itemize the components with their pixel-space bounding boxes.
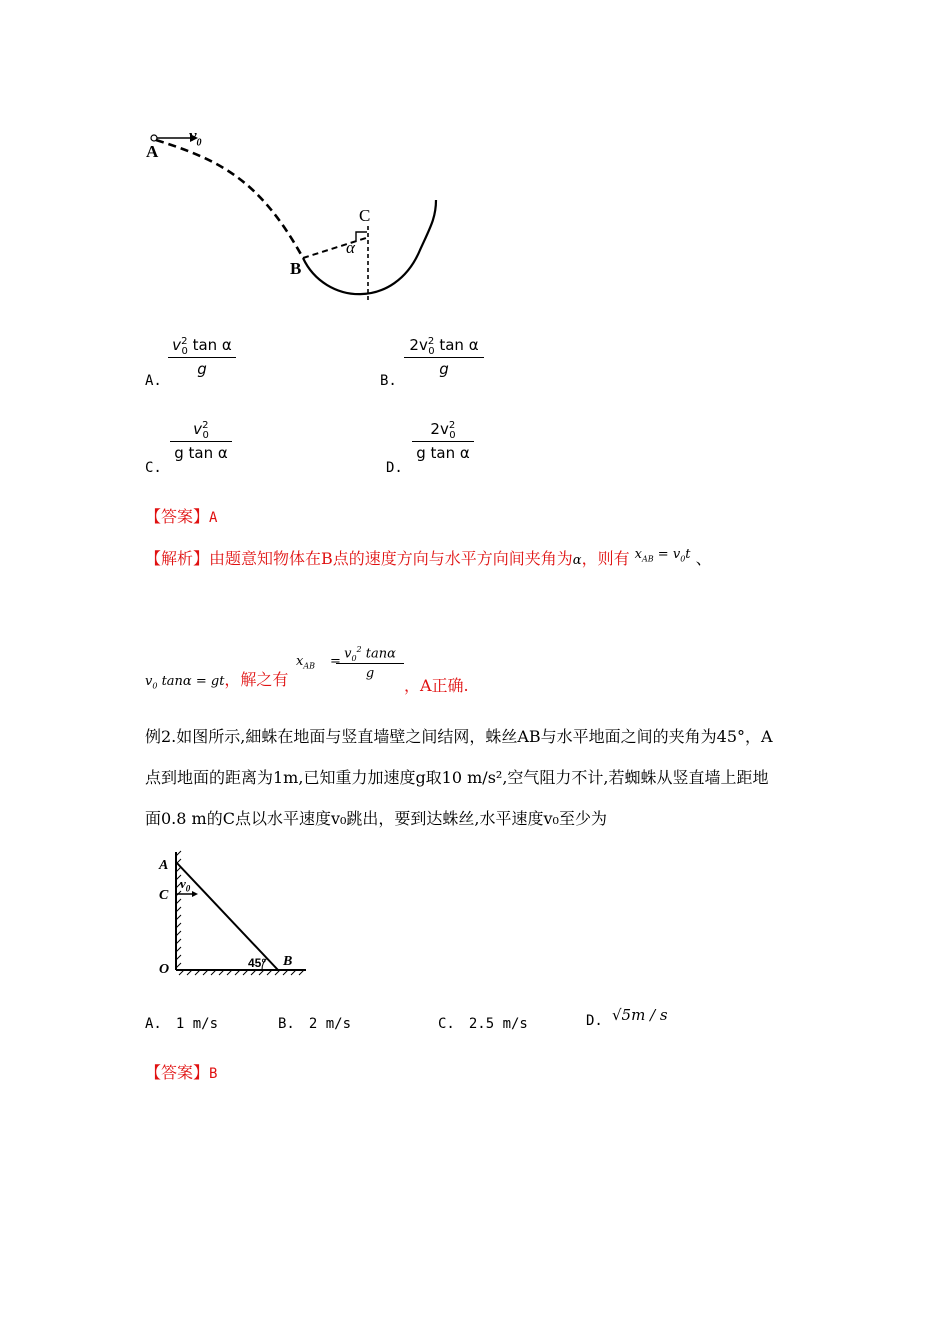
fig1-label-alpha: α — [346, 238, 355, 257]
example-2-line3: 面0.8 m的C点以水平速度v₀跳出，要到达蛛丝,水平速度v₀至少为 — [145, 809, 607, 828]
analysis-1-fraction: $\frac{v_0^2 \tan\alpha}{g}$ — [336, 645, 404, 681]
example-2-line1: 例2.如图所示,細蛛在地面与竖直墙壁之间结网，蛛丝AB与水平地面之间的夹角为45°，A — [145, 727, 773, 746]
fig2-label-c: C — [159, 888, 169, 903]
answer-2 — [145, 1063, 217, 1084]
analysis-1-xab: $x_{AB}$ — [296, 654, 315, 671]
fig2-label-angle: 45° — [248, 956, 267, 970]
projectile-bowl-figure — [140, 120, 450, 310]
fig2-label-a: A — [159, 858, 169, 873]
q1-option-a-fraction: $\frac{v^2_0 \tan \alpha}{g}$ — [168, 336, 236, 378]
analysis-1-end: ，A正确. — [404, 676, 469, 695]
fig1-label-b: B — [290, 259, 302, 278]
example-2-line2: 点到地面的距离为1m,已知重力加速度g取10 m/s²,空气阻力不计,若蜘蛛从竖直墙上距地 — [145, 768, 769, 787]
q1-option-d-fraction: $\frac{2v^2_0}{\text{g tan α}}$ — [412, 420, 474, 462]
answer-1 — [145, 507, 217, 528]
q1-option-b-fraction: $\frac{2v^2_0 \tan \alpha}{g}$ — [404, 336, 484, 378]
answer-2-label: 【答案】 — [145, 1063, 210, 1082]
equals-sign: = — [330, 654, 341, 669]
fig2-label-o: O — [159, 962, 170, 977]
fig1-label-a: A — [146, 142, 159, 161]
answer-2-value: B — [209, 1066, 218, 1082]
q2-option-a: A. 1 m/s — [145, 1016, 219, 1032]
fig2-label-b: B — [283, 954, 293, 969]
fig1-label-c: C — [359, 206, 371, 225]
q2-option-b: B. 2 m/s — [278, 1016, 352, 1032]
q1-option-b-letter: B. — [380, 373, 397, 389]
fig2-label-v0: $v_0$ — [180, 876, 191, 894]
q1-option-c-fraction: $\frac{v^2_0}{\text{g tan α}}$ — [170, 420, 232, 462]
q1-option-d-letter: D. — [386, 460, 403, 476]
q2-option-d-value: √5m / s — [612, 1006, 668, 1024]
answer-1-value: A — [209, 510, 218, 526]
analysis-1-line2: $v_0$ tanα = gt，解之有 — [145, 670, 289, 691]
q2-option-c: C. 2.5 m/s — [438, 1016, 528, 1032]
q1-option-a-letter: A. — [145, 373, 162, 389]
q1-option-c-letter: C. — [145, 460, 162, 476]
analysis-1-label: 【解析】 — [145, 549, 210, 568]
fig1-label-v0: $v_0$ — [189, 126, 202, 149]
q2-option-d-letter: D. — [586, 1013, 603, 1029]
analysis-1-line1: 【解析】由题意知物体在B点的速度方向与水平方向间夹角为α，则有 $^{x_{AB} = v_0t}$ 、 — [145, 547, 712, 568]
answer-1-label: 【答案】 — [145, 507, 210, 526]
